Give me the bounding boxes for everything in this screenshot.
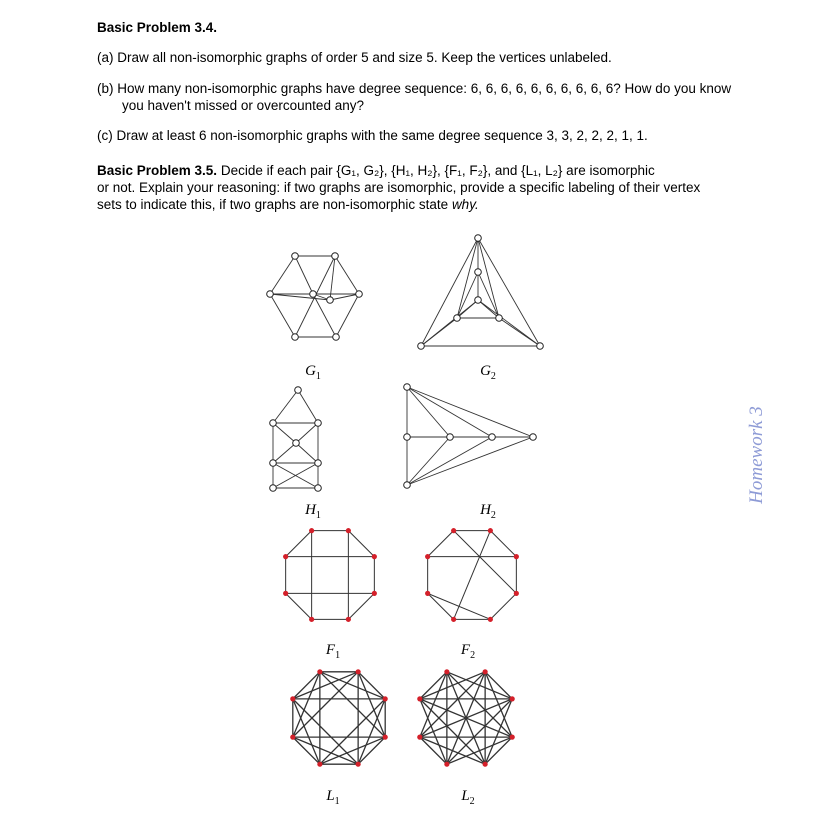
h1-vertex [270, 485, 277, 492]
g2-vertex [496, 315, 503, 322]
l1-edge [320, 672, 385, 699]
graph-vertices [267, 235, 544, 767]
l1-edge [293, 737, 320, 764]
f1-vertex [309, 617, 314, 622]
h2-vertex [404, 384, 411, 391]
h1-vertex [270, 420, 277, 427]
l2-edge [485, 737, 512, 764]
h2-edge [407, 437, 533, 485]
f2-edge [428, 593, 491, 619]
g1-edge [295, 256, 313, 294]
h2-edge [407, 387, 450, 437]
g1-vertex [310, 291, 317, 298]
problem-3-5-line2: or not. Explain your reasoning: if two graphs are isomorphic, provide a specific labeling of their vertex [97, 180, 701, 195]
h2-edge [407, 387, 492, 437]
label-f1: $F_1$ [325, 642, 341, 661]
l1-edge [358, 672, 385, 699]
f2-vertex [514, 554, 519, 559]
l1-edge [293, 699, 320, 764]
h1-vertex [293, 440, 300, 447]
l1-edge [320, 699, 385, 764]
l2-edge [420, 672, 485, 737]
g1-vertex [292, 334, 299, 341]
l2-edge [447, 672, 512, 737]
label-g2: $G_2$ [480, 363, 496, 382]
problem-3-5-title: Basic Problem 3.5. [97, 163, 218, 178]
l1-edge [358, 672, 385, 737]
f2-vertex [451, 528, 456, 533]
f2-vertex [488, 617, 493, 622]
f2-edge [454, 531, 517, 594]
g2-edge [421, 238, 478, 346]
l1-vertex [290, 696, 295, 701]
h1-vertex [295, 387, 302, 394]
h1-vertex [315, 420, 322, 427]
g1-edge [270, 294, 295, 337]
f1-vertex [283, 591, 288, 596]
h2-vertex [404, 434, 411, 441]
l1-vertex [290, 735, 295, 740]
f2-edge [428, 593, 454, 619]
label-l2: $L_2$ [461, 788, 475, 807]
f2-vertex [488, 528, 493, 533]
h2-edge [407, 387, 533, 437]
h2-vertex [447, 434, 454, 441]
l1-vertex [356, 762, 361, 767]
g1-vertex [333, 334, 340, 341]
l2-vertex [483, 762, 488, 767]
h1-edge [298, 390, 318, 423]
h1-edge [273, 390, 298, 423]
l2-vertex [510, 696, 515, 701]
l1-edge [293, 737, 358, 764]
g1-edge [330, 256, 335, 300]
problem-3-4-part-a: (a) Draw all non-isomorphic graphs of order 5 and size 5. Keep the vertices unlabeled. [97, 50, 612, 65]
g2-vertex [475, 269, 482, 276]
f1-vertex [309, 528, 314, 533]
l1-vertex [383, 735, 388, 740]
l1-edge [293, 699, 358, 764]
h2-vertex [489, 434, 496, 441]
l2-edge [485, 672, 512, 699]
g1-vertex [356, 291, 363, 298]
l1-edge [320, 672, 385, 737]
problem-3-5-line3-emphasis: why. [451, 197, 479, 212]
l1-vertex [317, 762, 322, 767]
f2-vertex [425, 591, 430, 596]
f2-edge [490, 593, 516, 619]
f2-vertex [451, 617, 456, 622]
f2-vertex [514, 591, 519, 596]
l1-edge [293, 672, 358, 737]
f1-vertex [346, 617, 351, 622]
h1-edge [273, 443, 296, 463]
h1-vertex [270, 460, 277, 467]
g2-vertex [418, 343, 425, 350]
f1-vertex [372, 554, 377, 559]
g2-edge [478, 300, 540, 346]
g2-vertex [537, 343, 544, 350]
problem-3-5-text-line1: Decide if each pair {G₁, G₂}, {H₁, H₂}, {F₁, F₂}, and {L₁, L₂} are isomorphic [220, 163, 655, 178]
l2-vertex [483, 669, 488, 674]
h2-edge [407, 437, 450, 485]
g1-vertex [292, 253, 299, 260]
l2-vertex [444, 669, 449, 674]
g1-edge [336, 294, 359, 337]
h1-edge [296, 443, 318, 463]
label-h1: $H_1$ [305, 502, 321, 521]
g1-vertex [332, 253, 339, 260]
f2-edge [490, 531, 516, 557]
problem-3-4-title: Basic Problem 3.4. [97, 20, 218, 35]
l2-vertex [417, 735, 422, 740]
l1-edge [293, 672, 358, 699]
h1-edge [273, 423, 296, 443]
l1-vertex [317, 669, 322, 674]
l1-edge [358, 737, 385, 764]
l2-vertex [510, 735, 515, 740]
l1-edge [320, 737, 385, 764]
h1-vertex [315, 485, 322, 492]
g1-edge [270, 256, 295, 294]
l1-vertex [356, 669, 361, 674]
label-g1: $G_1$ [305, 363, 321, 382]
h2-vertex [404, 482, 411, 489]
l2-edge [420, 672, 447, 699]
l2-edge [420, 737, 447, 764]
f1-vertex [372, 591, 377, 596]
f1-edge [348, 531, 374, 557]
g1-vertex [267, 291, 274, 298]
l2-edge [447, 699, 512, 764]
l1-edge [358, 699, 385, 764]
f1-vertex [346, 528, 351, 533]
problem-3-4-part-c: (c) Draw at least 6 non-isomorphic graphs with the same degree sequence 3, 3, 2, 2, 2, 1, 1. [97, 128, 648, 143]
g1-edge [335, 256, 359, 294]
problem-3-4-part-b-line2: you haven't missed or overcounted any? [122, 98, 364, 113]
f1-edge [286, 593, 312, 619]
h1-vertex [315, 460, 322, 467]
g2-edge [499, 318, 540, 346]
l2-vertex [417, 696, 422, 701]
f1-edge [348, 593, 374, 619]
h1-edge [296, 423, 318, 443]
h2-vertex [530, 434, 537, 441]
l1-edge [293, 672, 320, 699]
g2-edge [421, 318, 457, 346]
f2-vertex [425, 554, 430, 559]
label-h2: $H_2$ [480, 502, 496, 521]
g2-vertex [454, 315, 461, 322]
g1-edge [330, 294, 359, 300]
g2-vertex [475, 297, 482, 304]
homework-side-label: Homework 3 [746, 406, 767, 504]
label-l1: $L_1$ [326, 788, 340, 807]
l2-vertex [444, 762, 449, 767]
l1-edge [293, 672, 320, 737]
g1-vertex [327, 297, 334, 304]
label-f2: $F_2$ [460, 642, 476, 661]
h2-edge [407, 437, 492, 485]
problem-3-4-part-b-line1: (b) How many non-isomorphic graphs have degree sequence: 6, 6, 6, 6, 6, 6, 6, 6, 6, 6? How do you know [97, 81, 732, 96]
g2-vertex [475, 235, 482, 242]
l2-edge [420, 699, 485, 764]
problem-3-5-line3-text: sets to indicate this, if two graphs are non-isomorphic state [97, 197, 452, 212]
f1-edge [286, 531, 312, 557]
l1-vertex [383, 696, 388, 701]
f2-edge [428, 531, 454, 557]
f1-vertex [283, 554, 288, 559]
